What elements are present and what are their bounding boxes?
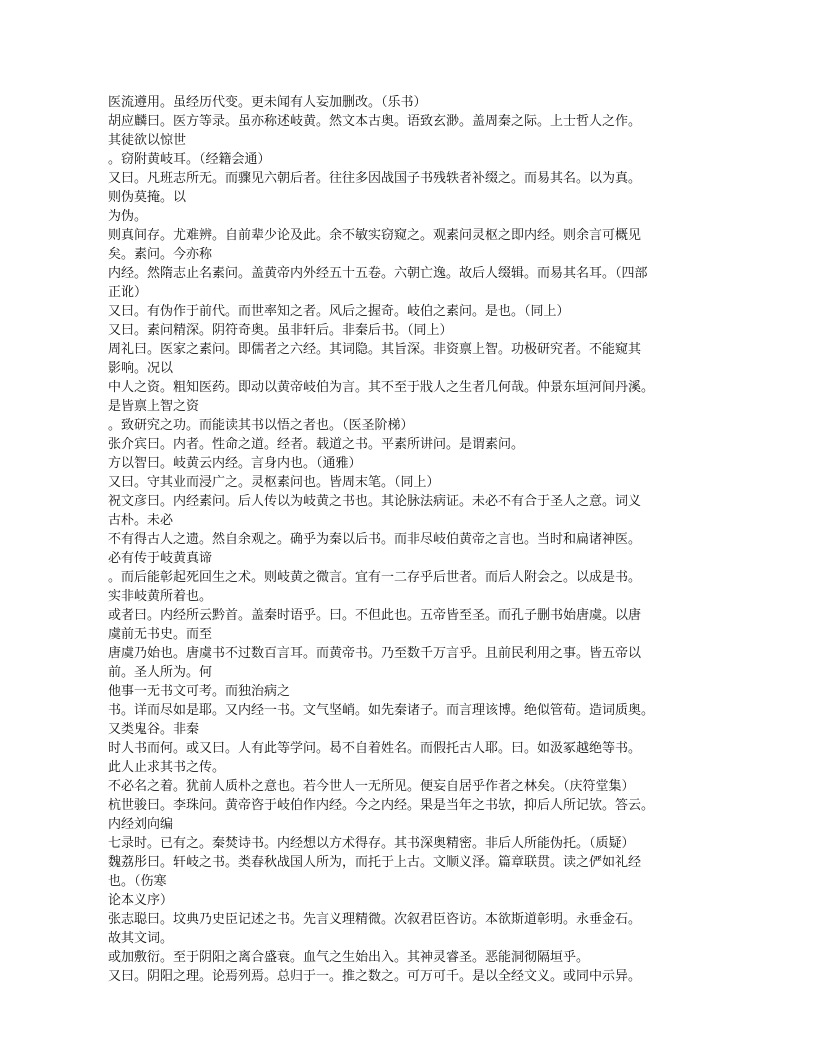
text-line: 。致研究之功。而能读其书以悟之者也。（医圣阶梯） xyxy=(108,418,414,433)
text-line: 则伪莫掩。以 xyxy=(108,190,187,205)
text-line: 不必名之着。犹前人质朴之意也。若今世人一无所见。便妄自居乎作者之林矣。（庆符堂集） xyxy=(108,779,635,794)
text-line: 他事一无书文可考。而独治病之 xyxy=(108,684,291,699)
text-line: 周礼曰。医家之素问。即儒者之六经。其词隐。其旨深。非资禀上智。功极研究者。不能窥其 xyxy=(108,342,642,357)
text-line: 医流遵用。虽经历代变。更未闻有人妄加删改。（乐书） xyxy=(108,95,427,110)
text-line: 内经。然隋志止名素问。盖黄帝内外经五十五卷。六朝亡逸。故后人缀辑。而易其名耳。（四部 xyxy=(108,266,648,281)
text-line: 唐虞乃始也。唐虞书不过数百言耳。而黄帝书。乃至数千万言乎。且前民利用之事。皆五帝以 xyxy=(108,646,642,661)
text-line: 或者曰。内经所云黔首。盖秦时语乎。曰。不但此也。五帝皆至圣。而孔子删书始唐虞。以唐 xyxy=(108,608,642,623)
text-line: 张志聪曰。坟典乃史臣记述之书。先言义理精微。次叙君臣咨访。本欲斯道彰明。永垂金石。 xyxy=(108,912,642,927)
text-line: 或加敷衍。至于阴阳之离合盛衰。血气之生始出入。其神灵睿圣。恶能洞彻隔垣乎。 xyxy=(108,950,590,965)
text-line: 魏荔彤曰。轩岐之书。类春秋战国人所为，而托于上古。文顺义泽。篇章联贯。读之俨如礼经 xyxy=(108,855,642,870)
text-line: 又类鬼谷。非秦 xyxy=(108,722,200,737)
text-line: 前。圣人所为。何 xyxy=(108,665,213,680)
text-line: 也。（伤寒 xyxy=(108,874,167,889)
text-line: 则真间存。尤难辨。自前辈少论及此。余不敏实窃窥之。观素问灵枢之即内经。则余言可概见 xyxy=(108,228,642,243)
text-line: 杭世骏曰。李珠问。黄帝咨于岐伯作内经。今之内经。果是当年之书欤，抑后人所记欤。答云。 xyxy=(108,798,655,813)
text-line: 此人止求其书之传。 xyxy=(108,760,226,775)
text-line: 又曰。有伪作于前代。而世率知之者。风后之握奇。岐伯之素问。是也。（同上） xyxy=(108,304,570,319)
document-text xyxy=(108,93,710,986)
text-line: 实非岐黄所着也。 xyxy=(108,589,213,604)
text-line: 祝文彦曰。内经素问。后人传以为岐黄之书也。其论脉法病证。未必不有合于圣人之意。词义 xyxy=(108,494,642,509)
text-line: 又曰。凡班志所无。而骤见六朝后者。往往多因战国子书残轶者补缀之。而易其名。以为真。 xyxy=(108,171,642,186)
text-line: 不有得古人之遗。然自余观之。确乎为秦以后书。而非尽岐伯黄帝之言也。当时和扁诸神医。 xyxy=(108,532,642,547)
text-line: 论本义序） xyxy=(108,893,174,908)
text-line: 其徒欲以惊世 xyxy=(108,133,187,148)
text-line: 必有传于岐黄真谛 xyxy=(108,551,213,566)
text-line: 是皆禀上智之资 xyxy=(108,399,200,414)
text-line: 胡应麟曰。医方等录。虽亦称述岐黄。然文本古奥。语致玄渺。盖周秦之际。上士哲人之作。 xyxy=(108,114,642,129)
text-line: 。窃附黄岐耳。（经籍会通） xyxy=(108,152,271,167)
text-line: 正讹） xyxy=(108,285,148,300)
text-line: 影响。况以 xyxy=(108,361,174,376)
text-line: 又曰。阴阳之理。论焉列焉。总归于一。推之数之。可万可千。是以全经文义。或同中示异。 xyxy=(108,969,642,984)
text-line: 内经刘向编 xyxy=(108,817,174,832)
text-line: 中人之资。粗知医药。即动以黄帝岐伯为言。其不至于戕人之生者几何哉。仲景东垣河间丹溪。 xyxy=(108,380,655,395)
text-line: 虞前无书史。而至 xyxy=(108,627,213,642)
text-line: 张介宾曰。内者。性命之道。经者。载道之书。平素所讲问。是谓素问。 xyxy=(108,437,525,452)
text-line: 故其文词。 xyxy=(108,931,174,946)
text-line: 又曰。守其业而浸广之。灵枢素问也。皆周末笔。（同上） xyxy=(108,475,440,490)
text-line: 书。详而尽如是耶。又内经一书。文气坚峭。如先秦诸子。而言理该博。绝似管荀。造词质奥。 xyxy=(108,703,655,718)
text-line: 方以智曰。岐黄云内经。言身内也。（通雅） xyxy=(108,456,362,471)
text-line: 又曰。素问精深。阴符奇奥。虽非轩后。非秦后书。（同上） xyxy=(108,323,453,338)
text-line: 。而后能彰起死回生之术。则岐黄之微言。宜有一二存乎后世者。而后人附会之。以成是书。 xyxy=(108,570,642,585)
text-line: 矣。素问。今亦称 xyxy=(108,247,213,262)
text-line: 七录时。已有之。秦焚诗书。内经想以方术得存。其书深奥精密。非后人所能伪托。（质疑） xyxy=(108,836,635,851)
text-line: 为伪。 xyxy=(108,209,148,224)
text-line: 古朴。未必 xyxy=(108,513,174,528)
text-line: 时人书而何。或又曰。人有此等学问。曷不自着姓名。而假托古人耶。曰。如汲冢越绝等书。 xyxy=(108,741,642,756)
